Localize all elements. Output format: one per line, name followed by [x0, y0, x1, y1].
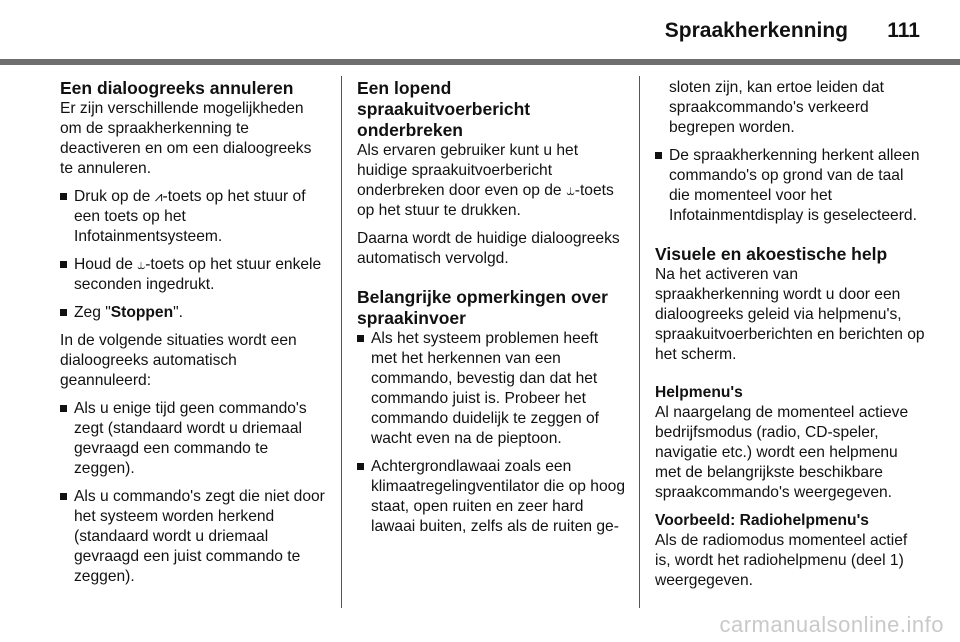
subheading: Voorbeeld: Radiohelpmenu's: [655, 512, 869, 529]
section-heading: Belangrijke opmerkingen over spraakinvoer: [357, 287, 608, 328]
subheading: Helpmenu's: [655, 384, 743, 401]
paragraph: Er zijn verschillende mogelijkheden om de spraakherkenning te deactiveren en om een dialoogreeks te annuleren.: [60, 100, 312, 177]
paragraph: Als ervaren gebruiker kunt u het huidige spraakuitvoerbericht onderbreken door even op de ⥿-toets op het stuur te drukken.: [357, 142, 614, 219]
list-item: Als u enige tijd geen commando's zegt (standaard wordt u driemaal gevraagd een commando te zeggen).: [60, 399, 326, 479]
voice-icon: ⥿: [137, 257, 146, 273]
bullet-list: [60, 187, 326, 323]
paragraph: Als de radiomodus momenteel actief is, wordt het radiohelpmenu (deel 1) weergegeven.: [655, 532, 908, 589]
list-item: Druk op de ⩘-toets op het stuur of een toets op het Infotainmentsysteem.: [60, 187, 326, 247]
header-rule: [0, 59, 960, 65]
section-heading: Een dialoogreeks annuleren: [60, 78, 294, 98]
bullet-list: [60, 399, 326, 587]
bullet-list: [357, 329, 627, 537]
column-divider: [639, 76, 640, 608]
watermark-text: carmanualsonline.info: [719, 612, 944, 637]
list-item: Als u commando's zegt die niet door het systeem worden herkend (standaard wordt u driemaal gevraagd een juist commando te zeggen).: [60, 487, 326, 587]
section-heading: Visuele en akoestische help: [655, 244, 888, 264]
voice-icon: ⥿: [565, 182, 575, 199]
section-heading: Een lopend spraakuitvoerbericht onderbreken: [357, 78, 531, 140]
paragraph: Al naargelang de momenteel actieve bedrijfsmodus (radio, CD-speler, navigatie etc.) wordt een helpmenu met de belangrijkste beschikbare spraakcommando's weergegeven.: [655, 404, 909, 501]
list-item: Zeg "Stoppen".: [60, 303, 326, 323]
column-2: [357, 78, 627, 545]
list-item: Als het systeem problemen heeft met het herkennen van een commando, bevestig dan dat het commando juist is. Probeer het commando duidelijk te zeggen of wacht even na de pieptoon.: [357, 329, 627, 449]
bullet-list: [655, 146, 925, 226]
paragraph: In de volgende situaties wordt een dialoogreeks automatisch geannuleerd:: [60, 332, 297, 389]
list-item: Achtergrondlawaai zoals een klimaatregelingventilator die op hoog staat, open ruiten en zeer hard lawaai buiten, zelfs als de ruiten ge-: [357, 457, 627, 537]
paragraph-continued: sloten zijn, kan ertoe leiden dat spraakcommando's verkeerd begrepen worden.: [669, 79, 884, 136]
list-item: Houd de ⥿-toets op het stuur enkele seconden ingedrukt.: [60, 255, 326, 295]
column-divider: [341, 76, 342, 608]
column-3: [655, 78, 925, 591]
column-1: [60, 78, 326, 595]
voice-off-icon: ⩘: [154, 189, 163, 205]
paragraph: Daarna wordt de huidige dialoogreeks automatisch vervolgd.: [357, 230, 620, 267]
paragraph: Na het activeren van spraakherkenning wordt u door een dialoogreeks geleid via helpmenu's, spraakuitvoerberichten en berichten op het scherm.: [655, 266, 925, 363]
command-word: Stoppen: [110, 304, 174, 321]
list-item: De spraakherkenning herkent alleen commando's op grond van de taal die momenteel voor het Infotainmentdisplay is geselecteerd.: [655, 146, 925, 226]
page-number: 111: [887, 19, 920, 42]
page-header: [0, 0, 960, 64]
running-title: Spraakherkenning: [664, 19, 848, 42]
